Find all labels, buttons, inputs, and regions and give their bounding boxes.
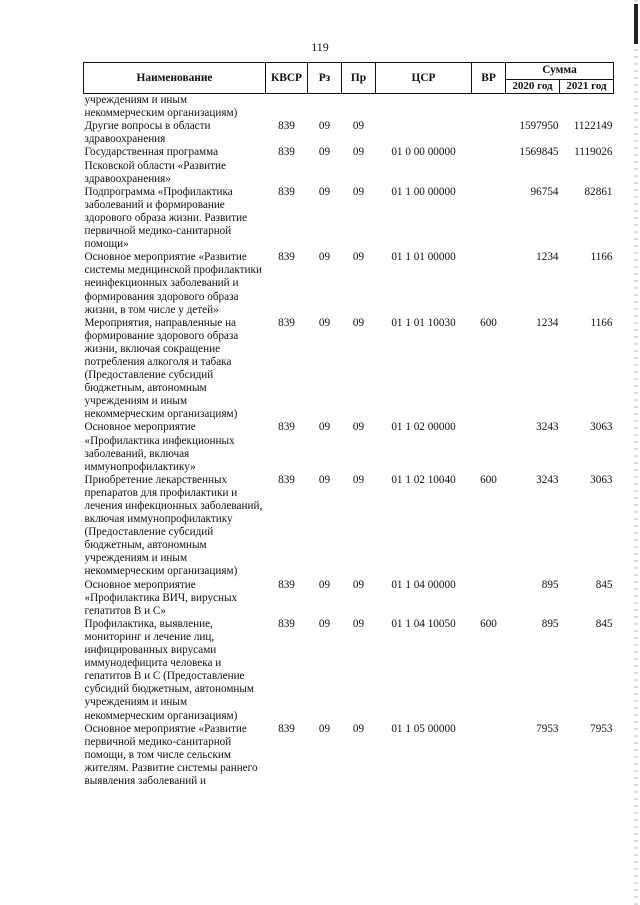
cell-sum-2021: 1166 xyxy=(590,251,613,264)
cell-kvsr: 839 xyxy=(278,316,295,329)
cell-vr xyxy=(472,421,506,473)
cell-rz: 09 xyxy=(318,146,331,159)
cell-sum-2021: 3063 xyxy=(590,473,613,486)
cell-rz: 09 xyxy=(318,251,331,264)
cell-rz xyxy=(308,94,342,121)
cell-csr: 01 1 01 10030 xyxy=(391,316,456,329)
cell-pr xyxy=(342,94,376,121)
cell-vr xyxy=(472,120,506,146)
scan-corner-mark xyxy=(634,4,638,44)
cell-kvsr: 839 xyxy=(278,578,295,591)
cell-rz: 09 xyxy=(318,473,331,486)
cell-vr: 600 xyxy=(480,473,497,486)
cell-kvsr: 839 xyxy=(278,120,295,133)
cell-kvsr xyxy=(266,94,308,121)
cell-name: Профилактика, выявление, мониторинг и лечение лиц, инфицированных вирусами иммунодефицита человека и гепатитов В и С (Предоставление субсидий бюджетным, автономным учреждениям и иным некоммерческим организациям) xyxy=(84,617,254,722)
cell-rz: 09 xyxy=(318,120,331,133)
table-row xyxy=(84,94,614,121)
cell-sum-2021: 3063 xyxy=(590,421,613,434)
scan-edge-mark xyxy=(634,0,638,905)
cell-csr: 01 1 02 00000 xyxy=(391,421,456,434)
cell-pr: 09 xyxy=(352,421,365,434)
cell-name: Приобретение лекарственных препаратов для профилактики и лечения инфекционных заболеваний, включая иммунопрофилактику (Предоставление субсидий бюджетным, автономным учреждениям и иным некоммерческим организациям) xyxy=(84,473,263,578)
table-row xyxy=(84,120,614,146)
cell-kvsr: 839 xyxy=(278,617,295,630)
cell-rz: 09 xyxy=(318,578,331,591)
table-row xyxy=(84,421,614,473)
table-row xyxy=(84,723,614,788)
cell-kvsr: 839 xyxy=(278,473,295,486)
cell-sum-2021: 845 xyxy=(595,617,613,630)
cell-pr: 09 xyxy=(352,316,365,329)
cell-name: Государственная программа Псковской области «Развитие здравоохранения» xyxy=(84,146,226,185)
table-row xyxy=(84,579,614,618)
cell-sum-2020: 1569845 xyxy=(519,146,559,159)
header-year-2020: 2020 год xyxy=(506,80,560,94)
cell-csr: 01 1 04 00000 xyxy=(391,578,456,591)
cell-name: Основное мероприятие «Профилактика инфекционных заболеваний, включая иммунопрофилактику» xyxy=(84,421,235,473)
cell-pr: 09 xyxy=(352,185,365,198)
cell-pr: 09 xyxy=(352,722,365,735)
header-csr: ЦСР xyxy=(376,63,472,94)
header-pr: Пр xyxy=(342,63,376,94)
cell-kvsr: 839 xyxy=(278,185,295,198)
cell-name: Мероприятия, направленные на формирование здорового образа жизни, включая сокращение потребления алкоголя и табака (Предоставление субсидий бюджетным, автономным учреждениям и иным некоммерческим организациям) xyxy=(84,316,239,421)
cell-sum-2020: 7953 xyxy=(536,722,559,735)
cell-name: учреждениям и иным некоммерческим организациям) xyxy=(84,94,238,120)
cell-kvsr: 839 xyxy=(278,146,295,159)
cell-name: Другие вопросы в области здравоохранения xyxy=(84,120,211,146)
table-body xyxy=(84,94,614,788)
header-kvsr: КВСР xyxy=(266,63,308,94)
cell-rz: 09 xyxy=(318,722,331,735)
cell-kvsr: 839 xyxy=(278,251,295,264)
cell-vr xyxy=(472,146,506,185)
cell-sum-2020: 895 xyxy=(541,578,559,591)
cell-vr: 600 xyxy=(480,316,497,329)
cell-csr: 01 0 00 00000 xyxy=(391,146,456,159)
table-row xyxy=(84,474,614,579)
table-header xyxy=(84,63,614,94)
cell-kvsr: 839 xyxy=(278,722,295,735)
cell-csr: 01 1 00 00000 xyxy=(391,185,456,198)
header-name: Наименование xyxy=(84,63,266,94)
cell-sum-2020: 1234 xyxy=(536,316,559,329)
header-year-2021: 2021 год xyxy=(560,80,614,94)
cell-vr xyxy=(472,579,506,618)
cell-rz: 09 xyxy=(318,421,331,434)
cell-csr: 01 1 04 10050 xyxy=(391,617,456,630)
cell-vr xyxy=(472,723,506,788)
cell-kvsr: 839 xyxy=(278,421,295,434)
table-row xyxy=(84,146,614,185)
cell-sum-2020: 1597950 xyxy=(519,120,559,133)
table-row xyxy=(84,251,614,316)
header-sum: Сумма xyxy=(506,63,614,80)
budget-table xyxy=(83,62,614,788)
cell-name: Основное мероприятие «Развитие системы медицинской профилактики неинфекционных заболеваний и формирования здорового образа жизни, в том числе у детей» xyxy=(84,251,262,316)
cell-sum-2020: 3243 xyxy=(536,473,559,486)
cell-sum-2021 xyxy=(560,94,614,121)
cell-sum-2020: 3243 xyxy=(536,421,559,434)
cell-pr: 09 xyxy=(352,120,365,133)
cell-name: Основное мероприятие «Развитие первичной медико-санитарной помощи, в том числе сельским жителям. Развитие системы раннего выявления заболеваний и xyxy=(84,722,258,787)
cell-rz: 09 xyxy=(318,185,331,198)
cell-name: Основное мероприятие «Профилактика ВИЧ, вирусных гепатитов В и С» xyxy=(84,578,238,617)
cell-sum-2021: 7953 xyxy=(590,722,613,735)
cell-pr: 09 xyxy=(352,578,365,591)
cell-vr xyxy=(472,251,506,316)
cell-csr xyxy=(376,120,472,146)
cell-vr: 600 xyxy=(480,617,497,630)
cell-pr: 09 xyxy=(352,146,365,159)
page-number: 119 xyxy=(311,40,329,54)
cell-sum-2021: 82861 xyxy=(584,185,613,198)
header-vr: ВР xyxy=(472,63,506,94)
cell-csr: 01 1 05 00000 xyxy=(391,722,456,735)
cell-rz: 09 xyxy=(318,316,331,329)
cell-sum-2020: 895 xyxy=(541,617,559,630)
table-row xyxy=(84,317,614,422)
cell-name: Подпрограмма «Профилактика заболеваний и формирование здорового образа жизни. Развитие первичной медико-санитарной помощи» xyxy=(84,185,248,251)
header-rz: Рз xyxy=(308,63,342,94)
cell-pr: 09 xyxy=(352,473,365,486)
cell-vr xyxy=(472,94,506,121)
cell-csr: 01 1 02 10040 xyxy=(391,473,456,486)
cell-csr: 01 1 01 00000 xyxy=(391,251,456,264)
cell-vr xyxy=(472,186,506,251)
table-row xyxy=(84,618,614,723)
cell-pr: 09 xyxy=(352,617,365,630)
cell-sum-2020 xyxy=(506,94,560,121)
cell-rz: 09 xyxy=(318,617,331,630)
cell-sum-2020: 96754 xyxy=(530,185,559,198)
cell-sum-2021: 1166 xyxy=(590,316,613,329)
cell-csr xyxy=(376,94,472,121)
cell-sum-2021: 845 xyxy=(595,578,613,591)
cell-pr: 09 xyxy=(352,251,365,264)
cell-sum-2021: 1122149 xyxy=(573,120,613,133)
table-row xyxy=(84,186,614,251)
cell-sum-2021: 1119026 xyxy=(574,146,613,159)
cell-sum-2020: 1234 xyxy=(536,251,559,264)
